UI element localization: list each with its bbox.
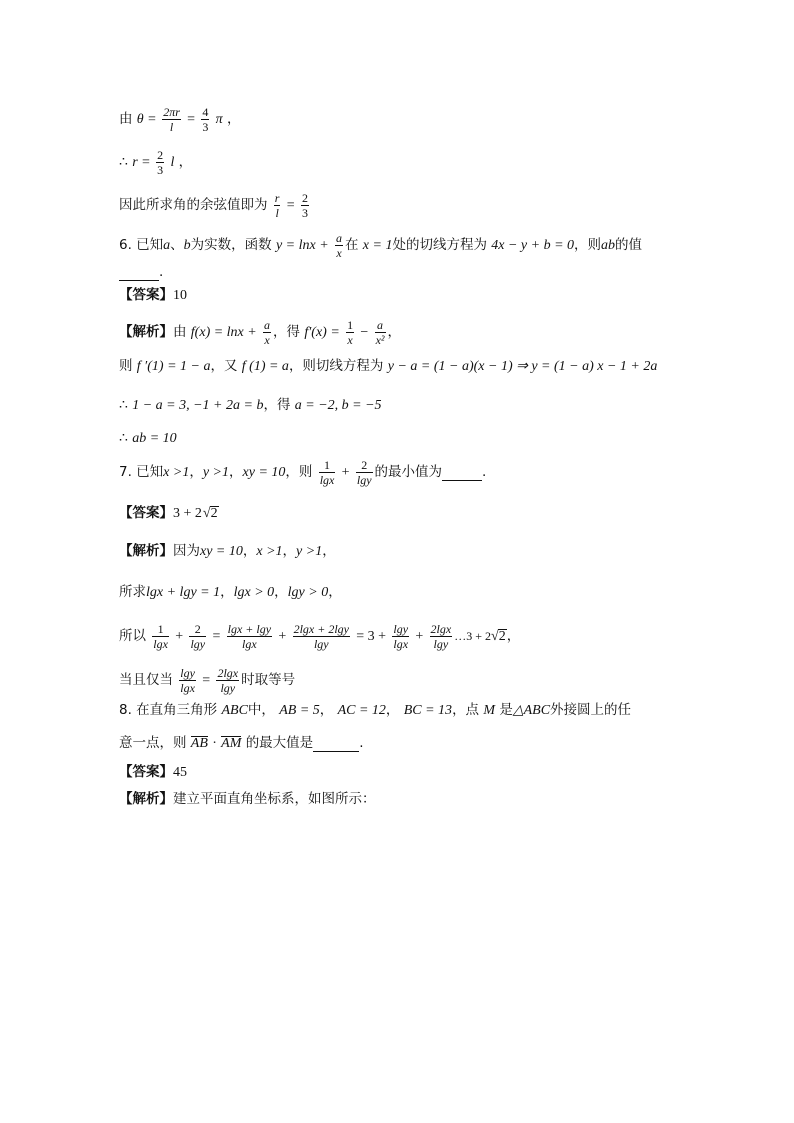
answer-label: 【答案】 bbox=[119, 764, 173, 780]
text: ， bbox=[229, 464, 243, 480]
text: 则 bbox=[119, 358, 133, 374]
solution-label: 【解析】 bbox=[119, 543, 173, 559]
answer-label: 【答案】 bbox=[119, 505, 173, 521]
math: + bbox=[278, 629, 287, 644]
solution-7-line-1 bbox=[119, 545, 336, 559]
text: 为实数，函数 bbox=[190, 237, 272, 253]
math: ∴ bbox=[119, 431, 128, 446]
text: ， bbox=[328, 584, 342, 600]
text: 、 bbox=[170, 237, 184, 253]
math: x = 1 bbox=[362, 238, 393, 253]
math: · bbox=[212, 736, 217, 751]
text: 所以 bbox=[119, 628, 146, 644]
fraction: $\frac{1}{\lg x}$ bbox=[319, 458, 335, 487]
fraction: $\frac{2\lg x}{\lg y}$ bbox=[217, 666, 239, 695]
math: = bbox=[147, 112, 156, 127]
text: 6. 已知 bbox=[119, 237, 164, 253]
text: ， bbox=[506, 628, 521, 644]
math: 1 − a = 3, −1 + 2a = b bbox=[132, 398, 264, 413]
text: ， bbox=[226, 111, 241, 127]
math: y − a = (1 − a)(x − 1) ⇒ y = (1 − a) x − 1 + 2a bbox=[387, 359, 658, 374]
math: …3 + 2 bbox=[454, 629, 491, 643]
text: ， bbox=[178, 154, 193, 170]
text: 7. 已知 bbox=[119, 464, 164, 480]
text: 因为 bbox=[173, 543, 200, 559]
text: ，又 bbox=[210, 358, 238, 374]
fraction: $\frac{\lg x + \lg y}{\lg x}$ bbox=[227, 622, 272, 651]
text: ， bbox=[319, 702, 334, 718]
math: = bbox=[212, 629, 221, 644]
text: . bbox=[159, 264, 164, 280]
math: f (1) = a bbox=[241, 359, 289, 374]
math: + bbox=[415, 629, 424, 644]
text: 意一点，则 bbox=[119, 735, 187, 751]
text: ， bbox=[282, 543, 297, 559]
math: f′(x) = bbox=[304, 325, 340, 340]
solution-8 bbox=[119, 793, 376, 807]
math: 4x − y + b = 0 bbox=[491, 238, 575, 253]
solution-6-line-4 bbox=[119, 432, 177, 446]
fraction: $\frac{2\pi r}{l}$ bbox=[163, 105, 180, 134]
fraction: $\frac{a}{\text{x²}}$ bbox=[375, 318, 385, 347]
question-8-line-2 bbox=[119, 736, 363, 752]
math: ∴ bbox=[119, 155, 128, 170]
text: ， bbox=[274, 584, 288, 600]
math: a bbox=[163, 238, 171, 253]
math: lgy > 0 bbox=[287, 585, 329, 600]
question-7 bbox=[119, 458, 486, 487]
fraction: $\frac{2}{\lg y}$ bbox=[356, 458, 372, 487]
solution-6-line-2 bbox=[119, 360, 657, 374]
text: 是 bbox=[499, 702, 513, 718]
math: BC = 13 bbox=[403, 703, 453, 718]
fraction: $\frac{\lg y}{\lg x}$ bbox=[393, 622, 409, 651]
solution-7-line-3: 所以 $\frac{1}{\lg x}$ + $\frac{2}{\lg y}$ = $\frac{\lg x + \lg y}{\lg x}$ + $\frac{2\lg x + 2\lg y}{\lg y}$ = 3 + $\frac{\lg y}{\lg x}$ + $\frac{2\lg x}{\lg y}$ …3 + 2√2， bbox=[119, 622, 521, 651]
math: b bbox=[183, 238, 191, 253]
text: ， bbox=[387, 324, 401, 340]
math: = 3 + bbox=[356, 629, 387, 644]
blank-line bbox=[119, 266, 159, 281]
math: AC = 12 bbox=[337, 703, 386, 718]
fraction: $\frac{r}{l}$ bbox=[274, 191, 280, 220]
text: ，则 bbox=[574, 237, 602, 253]
text: ， bbox=[385, 702, 400, 718]
math: xy = 10 bbox=[200, 544, 243, 559]
text: 所求 bbox=[119, 584, 146, 600]
answer-value: 45 bbox=[173, 765, 187, 780]
math: AB = 5 bbox=[279, 703, 320, 718]
text: ， bbox=[242, 543, 257, 559]
text: 由 bbox=[119, 111, 133, 127]
math: y = lnx + bbox=[275, 238, 329, 253]
solution-line-theta bbox=[119, 105, 240, 134]
text: ， bbox=[189, 464, 203, 480]
vector: AB bbox=[190, 736, 208, 751]
solution-label: 【解析】 bbox=[119, 324, 173, 340]
math: ABC bbox=[221, 703, 248, 718]
solution-7-line-2 bbox=[119, 586, 342, 600]
math: ∴ bbox=[119, 398, 128, 413]
fraction: $\frac{2}{\lg y}$ bbox=[190, 622, 206, 651]
fraction: $\frac{2\lg x + 2\lg y}{\lg y}$ bbox=[293, 622, 349, 651]
text: ，则切线方程为 bbox=[288, 358, 384, 374]
solution-6-line-1 bbox=[119, 318, 401, 347]
vector: AM bbox=[221, 736, 242, 751]
math: xy = 10 bbox=[242, 465, 286, 480]
solution-line-cosine bbox=[119, 191, 311, 220]
math: x >1 bbox=[256, 544, 283, 559]
answer-label: 【答案】 bbox=[119, 287, 173, 303]
answer-value: 3 + 2 bbox=[173, 506, 202, 521]
math: lgx + lgy = 1 bbox=[146, 585, 221, 600]
math: a = −2, b = −5 bbox=[294, 398, 382, 413]
question-8-line-1 bbox=[119, 704, 631, 718]
math: y >1 bbox=[296, 544, 323, 559]
fraction: $\frac{4}{3}$ bbox=[202, 105, 209, 134]
fraction: $\frac{a}{x}$ bbox=[335, 231, 342, 260]
text: . bbox=[359, 735, 364, 751]
text: 的值 bbox=[615, 237, 643, 253]
text: ， bbox=[322, 543, 336, 559]
math: − bbox=[360, 325, 369, 340]
answer-8 bbox=[119, 766, 187, 780]
fraction: $\frac{2}{3}$ bbox=[157, 148, 164, 177]
text: ，得 bbox=[263, 397, 291, 413]
math: θ bbox=[136, 112, 144, 127]
fraction: $\frac{\lg y}{\lg x}$ bbox=[180, 666, 195, 695]
question-6 bbox=[119, 231, 642, 260]
text: 处的切线方程为 bbox=[392, 237, 487, 253]
answer-7: 【答案】3 + 2√2 bbox=[119, 505, 218, 521]
math: △ABC bbox=[512, 703, 551, 718]
fraction: $\frac{2\lg x}{\lg y}$ bbox=[430, 622, 452, 651]
text: 8. 在直角三角形 bbox=[119, 702, 218, 718]
math: = bbox=[286, 198, 295, 213]
fraction: $\frac{1}{\lg x}$ bbox=[153, 622, 168, 651]
text: 建立平面直角坐标系，如图所示： bbox=[173, 791, 376, 807]
math: lgx > 0 bbox=[233, 585, 275, 600]
math: f(x) = lnx + bbox=[190, 325, 257, 340]
solution-6-line-3 bbox=[119, 399, 382, 413]
text: 外接圆上的任 bbox=[550, 702, 632, 718]
text: . bbox=[482, 464, 487, 480]
math: + bbox=[341, 465, 350, 480]
math: y >1 bbox=[202, 465, 230, 480]
answer-blank-6 bbox=[119, 266, 163, 281]
text: 由 bbox=[173, 324, 187, 340]
sqrt-radicand: 2 bbox=[210, 506, 218, 521]
math: ab bbox=[601, 238, 616, 253]
solution-line-r bbox=[119, 148, 192, 177]
solution-7-line-4 bbox=[119, 666, 295, 695]
math: + bbox=[175, 629, 184, 644]
fraction: $\frac{a}{x}$ bbox=[264, 318, 271, 347]
text: 的最小值为 bbox=[374, 464, 443, 480]
blank-line bbox=[313, 737, 359, 752]
text: 当且仅当 bbox=[119, 672, 173, 688]
fraction: $\frac{2}{3}$ bbox=[301, 191, 308, 220]
answer-6 bbox=[119, 289, 187, 303]
answer-value: 10 bbox=[173, 288, 187, 303]
solution-label: 【解析】 bbox=[119, 791, 173, 807]
text: ，点 bbox=[452, 702, 480, 718]
math: = bbox=[187, 112, 196, 127]
text: 中， bbox=[247, 702, 275, 718]
text: 的最大值是 bbox=[245, 735, 314, 751]
text: ， bbox=[220, 584, 234, 600]
math: r bbox=[132, 155, 138, 170]
math: = bbox=[202, 673, 211, 688]
text: 因此所求角的余弦值即为 bbox=[119, 197, 268, 213]
text: 在 bbox=[344, 237, 359, 253]
math: M bbox=[483, 703, 496, 718]
text: ，得 bbox=[273, 324, 301, 340]
math: ab = 10 bbox=[132, 431, 177, 446]
math: f ′(1) = 1 − a bbox=[136, 359, 211, 374]
fraction: $\frac{1}{x}$ bbox=[347, 318, 354, 347]
text: ，则 bbox=[285, 464, 313, 480]
blank-line bbox=[442, 466, 482, 481]
sqrt-radicand: 2 bbox=[498, 629, 506, 644]
math: x >1 bbox=[163, 465, 190, 480]
math: l bbox=[170, 155, 175, 170]
math: = bbox=[141, 155, 150, 170]
text: 时取等号 bbox=[241, 672, 296, 688]
math: π bbox=[215, 112, 223, 127]
